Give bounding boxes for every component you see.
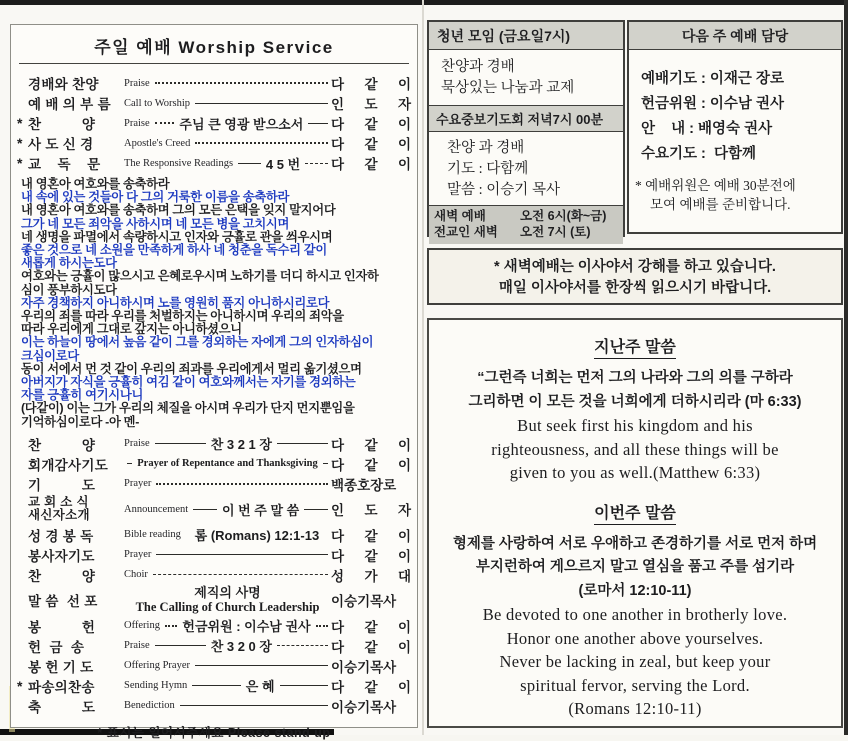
order-leader-name: 백종호장로 — [331, 477, 397, 493]
leader-line — [195, 103, 328, 104]
order-row — [17, 656, 411, 676]
dawn-service-row — [434, 209, 618, 225]
order-label-korean: 말 씀 선 포 — [28, 594, 98, 610]
order-label-korean: 헌 금 송 — [28, 639, 85, 655]
order-leader-name: 이승기목사 — [331, 659, 397, 675]
reading-line: 심이 풍부하시도다 — [21, 282, 117, 297]
reading-line: 자주 경책하지 아니하시며 노를 영원히 품지 아니하시리로다 — [21, 295, 330, 310]
verse-line-english: spiritual fervor, serving the Lord. — [520, 675, 750, 695]
order-row — [17, 676, 411, 696]
order-label-english: Call to Worship — [124, 97, 191, 109]
stand-marker: * — [17, 115, 23, 131]
order-leader — [192, 103, 331, 104]
dawn-service-times — [429, 205, 623, 244]
order-label-korean: 찬 양 — [28, 437, 96, 453]
reading-line: 네 생명을 파멸에서 속량하시고 인자와 긍휼로 관을 씌우시며 — [21, 229, 333, 244]
order-label-korean — [28, 496, 124, 523]
order-leader — [124, 586, 331, 614]
leader-line — [195, 142, 328, 144]
verse-line-korean: (로마서 12:10-11) — [578, 582, 692, 599]
order-label-korean-line: 새신자소개 — [28, 508, 90, 523]
dawn-service-label: 새벽 예배 — [434, 209, 486, 223]
order-row — [17, 454, 411, 474]
order-detail: 이 번 주 말 씀 — [221, 502, 300, 518]
verse-line-korean: “그런즉 너희는 먼저 그의 나라와 그의 의를 구하라 — [477, 370, 793, 386]
order-row — [17, 696, 411, 716]
leader-line — [156, 554, 328, 555]
order-leader-name: 다 같 이 — [331, 679, 411, 695]
order-detail: 은 혜 — [245, 679, 275, 695]
order-label-korean: 기 도 — [28, 477, 96, 493]
leader-line — [153, 574, 328, 575]
order-row — [17, 133, 411, 153]
leader-line — [280, 685, 328, 686]
order-leader-name: 다 같 이 — [331, 639, 411, 655]
verse-line-english: given to you as well.(Matthew 6:33) — [509, 463, 761, 482]
order-leader-name: 인 도 자 — [331, 97, 411, 112]
order-detail: 주님 큰 영광 받으소서 — [179, 116, 304, 132]
order-leader-name: 이승기목사 — [331, 699, 397, 715]
order-row — [17, 525, 411, 545]
order-leader — [153, 554, 331, 555]
order-label-english: Bible reading — [124, 529, 181, 541]
order-label-korean-line: 교 회 소 식 — [28, 494, 89, 509]
reading-line: 새롭게 하시는도다 — [21, 256, 117, 271]
order-leader-name: 성 가 대 — [331, 568, 411, 584]
reading-line: 자를 긍휼히 여기시나니 — [21, 388, 144, 403]
order-leader — [162, 616, 331, 635]
youth-meeting-header: 청년 모임 (금요일7시) — [429, 22, 623, 50]
order-leader-name: 다 같 이 — [331, 548, 411, 564]
order-leader-name: 인 도 자 — [331, 503, 411, 519]
order-label-english: Offering Prayer — [124, 660, 190, 672]
verse-line-korean: 부지런하여 게으르지 말고 열심을 품고 주를 섬기라 — [475, 559, 795, 575]
order-detail-line: The Calling of Church Leadership — [135, 600, 320, 615]
order-label-korean: 봉 헌 기 도 — [28, 659, 94, 675]
verse-line-korean: 형제를 사랑하여 서로 우애하고 존경하기를 서로 먼저 하며 — [452, 535, 818, 552]
youth-meeting-content — [429, 50, 623, 105]
order-detail: 헌금위원 : 이수남 권사 — [182, 619, 311, 635]
order-label-korean: 찬 양 — [28, 568, 96, 584]
verse-line-english: Be devoted to one another in brotherly love. — [482, 605, 788, 624]
wednesday-prayer-line: 말씀 : 이승기 목사 — [447, 182, 560, 198]
leader-line — [277, 443, 328, 444]
reading-line: 그가 네 모든 죄악을 사하시며 네 모든 병을 고치시며 — [21, 216, 290, 231]
leader-line — [165, 625, 177, 627]
order-row — [17, 616, 411, 636]
reading-line: 동이 서에서 먼 것 같이 우리의 죄과를 우리에게서 멀리 옮기셨으며 — [21, 361, 362, 376]
dawn-notice-line: 매일 이사야서를 한장씩 읽으시기 바랍니다. — [498, 280, 772, 296]
order-leader — [235, 154, 331, 173]
order-label-english: Apostle's Creed — [124, 137, 191, 149]
leader-line — [155, 122, 175, 124]
order-leader — [153, 483, 331, 485]
reading-line: 내 영혼아 여호와를 송축하며 그의 모든 은택을 잊지 말지어다 — [21, 203, 336, 218]
dawn-service-label: 전교인 새벽 — [434, 224, 498, 239]
order-leader-name: 이승기목사 — [331, 594, 397, 610]
order-leader-name: 다 같 이 — [331, 77, 411, 92]
worship-service-page — [10, 24, 418, 740]
order-label-korean: 축 도 — [28, 699, 96, 715]
order-leader-name: 다 같 이 — [331, 528, 411, 544]
order-label-english: Praise — [124, 77, 150, 89]
order-label-english: The Responsive Readings — [124, 157, 234, 169]
leader-line — [277, 645, 328, 646]
order-row — [17, 545, 411, 565]
verse-line-english: (Romans 12:10-11) — [568, 699, 702, 718]
order-label-korean: 찬 양 — [28, 117, 96, 132]
duty-assignment-row: 헌금위원 : 이수남 권사 — [641, 96, 784, 112]
next-week-duty-header: 다음 주 예배 담당 — [629, 22, 841, 50]
verse-line-english: righteousness, and all these things will be — [491, 439, 779, 459]
leader-line — [316, 625, 328, 627]
wednesday-prayer-line: 찬양 과 경배 — [447, 140, 525, 156]
order-row — [17, 474, 411, 494]
order-leader — [152, 114, 331, 133]
last-week-verse-title: 지난주 말씀 — [594, 334, 676, 359]
youth-meeting-line: 찬양과 경배 — [441, 59, 515, 75]
scan-artifact-top-edge — [0, 0, 848, 5]
scan-artifact-right-edge — [844, 0, 848, 735]
wednesday-prayer-content — [429, 132, 623, 205]
order-label-english: Praise — [124, 438, 150, 450]
order-label-korean: 성 경 봉 독 — [28, 528, 94, 544]
wednesday-prayer-header: 수요중보기도회 저녁7시 00분 — [429, 105, 623, 132]
order-detail: 롬 (Romans) 12:1-13 — [194, 528, 320, 544]
reading-line: 여호와는 긍휼이 많으시고 은혜로우시며 노하기를 더디 하시고 인자하 — [21, 269, 379, 284]
leader-line — [155, 443, 206, 444]
youth-meeting-line: 묵상있는 나눔과 교제 — [441, 80, 575, 96]
next-week-duty-list — [629, 50, 841, 167]
order-row — [17, 93, 411, 113]
reading-line: 크심이로다 — [21, 348, 79, 363]
order-leader-name: 다 같 이 — [331, 619, 411, 635]
order-row — [17, 73, 411, 93]
leader-line — [156, 483, 328, 485]
verse-line-english: Never be lacking in zeal, but keep your — [499, 652, 771, 671]
reading-line: 이는 하늘이 땅에서 높음 같이 그를 경외하는 자에게 그의 인자하심이 — [21, 335, 374, 350]
reading-line: 내 속에 있는 것들아 다 그의 거룩한 이름을 송축하라 — [21, 190, 290, 205]
order-row — [17, 585, 411, 616]
duty-assignment-row: 예배기도 : 이재근 장로 — [641, 71, 784, 87]
weekly-verses-box — [427, 318, 843, 728]
verse-line-english: Honor one another above yourselves. — [506, 628, 764, 648]
order-label-english: Praise — [124, 640, 150, 652]
duty-assignment-row: 수요기도 : 다함께 — [641, 146, 756, 162]
order-detail-line: 제직의 사명 — [194, 585, 261, 601]
order-detail: 찬 3 2 1 장 — [210, 437, 272, 453]
order-leader — [124, 458, 331, 469]
order-leader-name: 다 같 이 — [331, 117, 411, 132]
order-label-korean: 봉사자기도 — [28, 548, 95, 564]
order-label-korean: 사 도 신 경 — [28, 137, 94, 152]
order-leader — [152, 434, 331, 453]
leader-line — [180, 705, 328, 706]
order-label-korean: 회개감사기도 — [28, 457, 109, 473]
reading-line: 아버지가 자식을 긍휼히 여김 같이 여호와께서는 자기를 경외하는 — [21, 375, 356, 390]
verse-line-english: But seek first his kingdom and his — [517, 416, 753, 435]
title-divider — [19, 63, 409, 64]
order-label-english: Prayer — [124, 478, 152, 490]
reading-line: 좋은 것으로 네 소원을 만족하게 하사 네 청춘을 독수리 같이 — [21, 243, 327, 258]
order-leader — [192, 665, 331, 666]
order-detail — [134, 586, 322, 614]
duty-assignment-row: 안 내 : 배영숙 권사 — [641, 121, 773, 137]
order-of-worship-opening — [17, 73, 411, 173]
order-detail: Prayer of Repentance and Thanksgiving — [137, 458, 318, 470]
order-of-worship-main — [17, 434, 411, 716]
order-leader — [190, 500, 331, 519]
order-row — [17, 113, 411, 133]
order-label-korean: 예 배 의 부 름 — [28, 97, 111, 112]
stand-up-note: * 표시는 일어서주세요 Please stand up — [97, 725, 331, 740]
verse-line-korean: 그리하면 이 모든 것을 너희에게 더하시리라 (마 6:33) — [468, 393, 802, 410]
order-label-english: Choir — [124, 569, 148, 581]
page-fold-line — [422, 0, 424, 735]
leader-line — [238, 163, 261, 164]
last-week-verse-korean — [429, 367, 841, 414]
stand-marker: * — [17, 135, 23, 151]
leader-line — [155, 82, 328, 84]
order-leader — [177, 705, 331, 706]
order-label-korean: 교 독 문 — [28, 157, 101, 172]
order-leader — [192, 142, 331, 144]
order-label-korean: 파송의찬송 — [28, 679, 95, 695]
last-week-verse-english — [429, 414, 841, 485]
order-row — [17, 565, 411, 585]
leader-line — [195, 665, 328, 666]
leader-line — [308, 123, 328, 124]
order-label-english: Announcement — [124, 503, 189, 515]
order-detail: 찬 3 2 0 장 — [210, 639, 272, 655]
dawn-service-row — [434, 225, 618, 241]
order-label-english: Offering — [124, 620, 160, 632]
next-week-duty-box — [627, 20, 843, 234]
leader-line — [323, 463, 328, 464]
reading-line: 우리의 죄를 따라 우리를 처벌하지는 아니하시며 우리의 죄악을 — [21, 309, 344, 324]
order-leader — [152, 82, 331, 84]
this-week-verse-korean — [429, 533, 841, 604]
stand-marker: * — [17, 155, 23, 171]
leader-line — [127, 463, 132, 464]
leader-line — [305, 163, 328, 164]
stand-marker: * — [17, 677, 23, 694]
dawn-service-time: 오전 6시(화~금) — [520, 209, 607, 223]
dawn-service-notice-box — [427, 248, 843, 305]
worship-committee-note — [629, 176, 841, 214]
reading-line: 내 영혼아 여호와를 송축하라 — [21, 177, 170, 191]
order-row — [17, 434, 411, 454]
committee-note-line: * 예배위원은 예배 30분전에 — [635, 178, 796, 193]
order-label-english: Sending Hymn — [124, 680, 188, 692]
leader-line — [304, 509, 328, 510]
order-leader — [150, 574, 331, 575]
page-title: 주일 예배 Worship Service — [94, 38, 334, 57]
responsive-reading-text — [21, 178, 409, 429]
order-label-english: Praise — [124, 117, 150, 129]
order-label-english: Benediction — [124, 700, 175, 712]
order-leader-name: 다 같 이 — [331, 457, 411, 473]
reading-line: (다같이) 이는 그가 우리의 체질을 아시며 우리가 단지 먼지뿐임을 — [21, 401, 355, 416]
order-row — [17, 494, 411, 525]
order-row — [17, 153, 411, 173]
leader-line — [155, 645, 206, 646]
committee-note-line: 모여 예배를 준비합니다. — [650, 197, 791, 212]
dawn-notice-line: * 새벽예배는 이사야서 강해를 하고 있습니다. — [494, 259, 776, 275]
leader-line — [193, 509, 217, 510]
order-leader — [152, 636, 331, 655]
order-leader-name: 다 같 이 — [331, 137, 411, 152]
this-week-verse-english — [429, 603, 841, 721]
reading-line: 기억하심이로다 -아 멘- — [21, 414, 140, 429]
order-row — [17, 636, 411, 656]
order-label-english: Prayer — [124, 549, 152, 561]
wednesday-prayer-line: 기도 : 다함께 — [447, 161, 529, 177]
order-leader-name: 다 같 이 — [331, 157, 411, 172]
order-detail: 4 5 번 — [265, 156, 301, 172]
youth-meeting-box — [427, 20, 625, 237]
this-week-verse-title: 이번주 말씀 — [594, 500, 676, 525]
reading-line: 따라 우리에게 그대로 갚지는 아니하셨으니 — [21, 322, 242, 337]
order-label-korean: 경배와 찬양 — [28, 77, 99, 92]
order-label-korean: 봉 헌 — [28, 619, 96, 635]
order-leader-name: 다 같 이 — [331, 437, 411, 453]
leader-line — [192, 685, 240, 686]
order-leader — [183, 525, 331, 544]
order-leader — [189, 676, 331, 695]
dawn-service-time: 오전 7시 (토) — [520, 224, 591, 239]
